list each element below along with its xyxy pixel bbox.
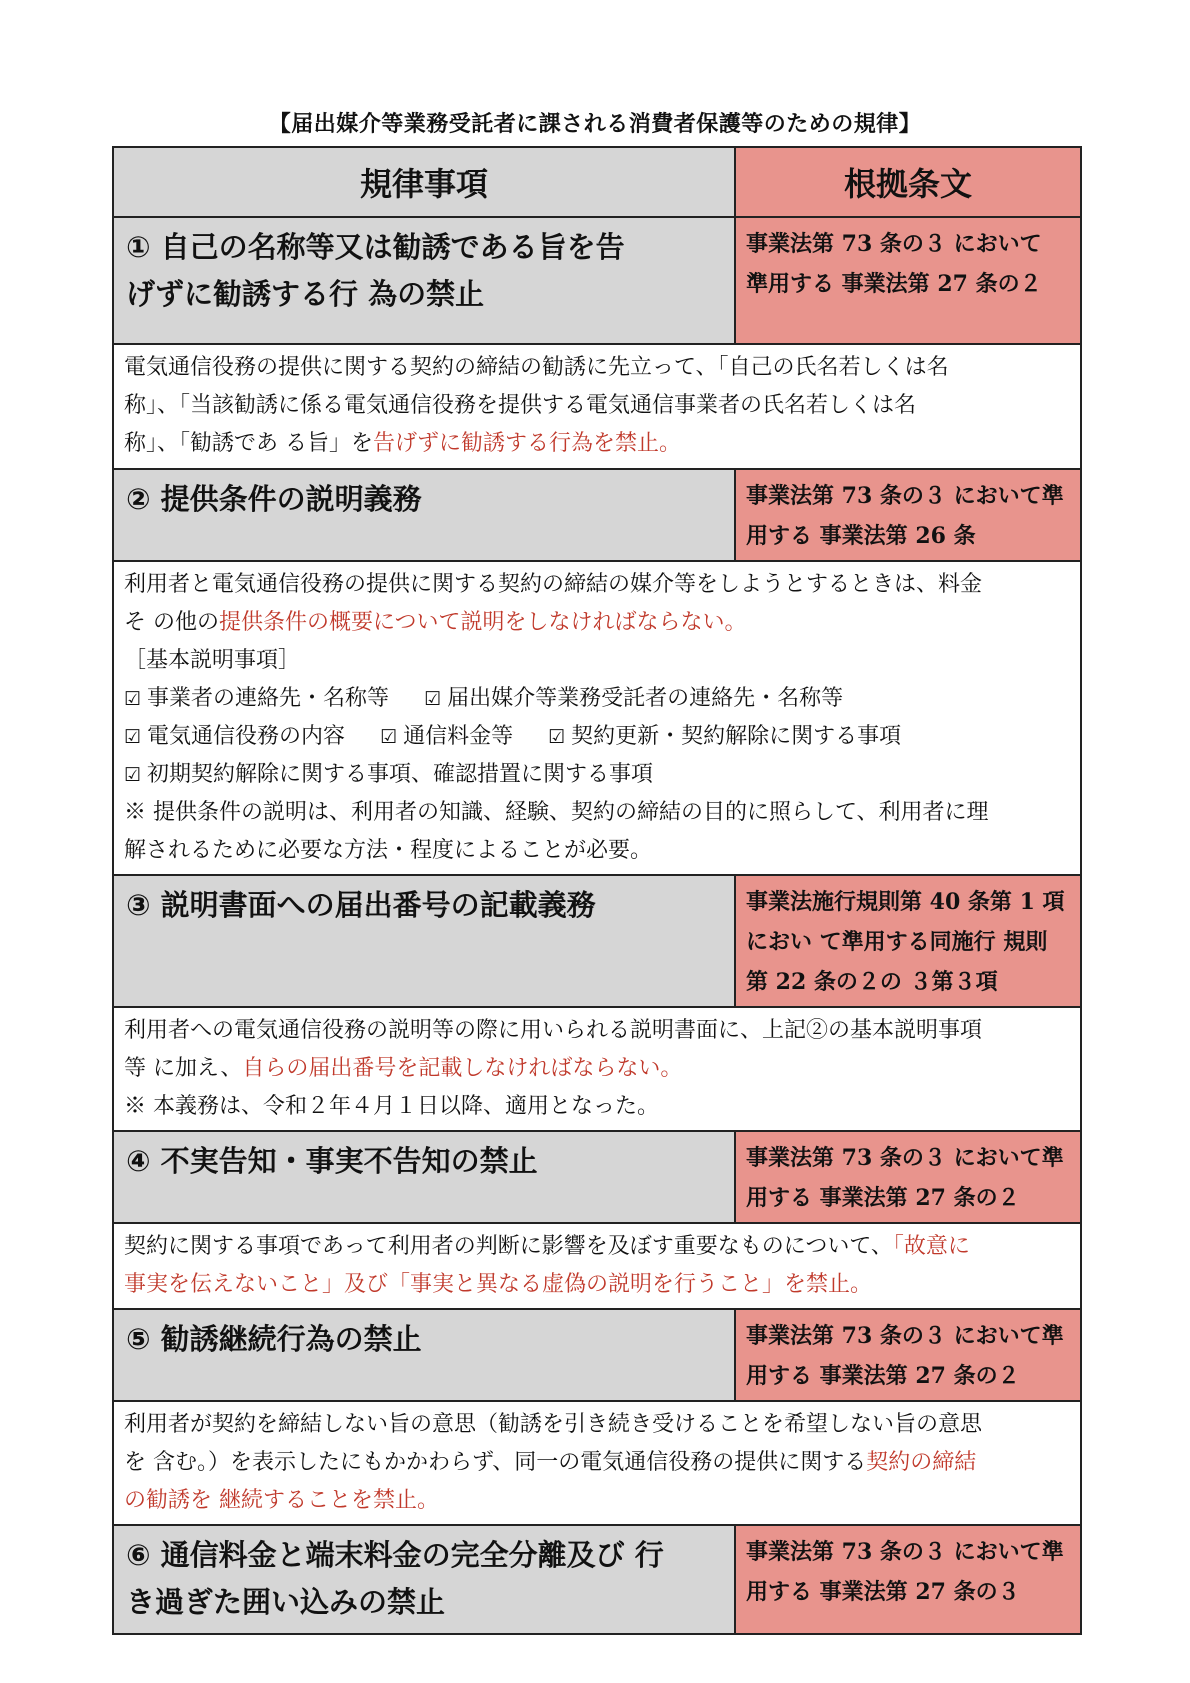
- desc-line: [124, 604, 1068, 642]
- desc-highlight: 事実を伝えないこと」及び「事実と異なる虚偽の説明を行うこと」を禁止。: [124, 1272, 873, 1297]
- rule-title-line: ② 提供条件の説明義務: [126, 482, 422, 516]
- desc-line: 称」、「当該勧誘に係る電気通信役務を提供する電気通信事業者の氏名若しくは名: [124, 393, 917, 418]
- rule-desc-row-5: [113, 1401, 1081, 1525]
- desc-line: 電気通信役務の提供に関する契約の締結の勧誘に先立って、「自己の氏名若しくは名: [124, 355, 949, 380]
- rule-row-4: [113, 1131, 1081, 1223]
- desc-line: [124, 1444, 1068, 1482]
- checkbox-icon: ☑: [548, 726, 566, 748]
- checklist-line: [124, 718, 1068, 756]
- rule-ref-3: [735, 875, 1081, 1007]
- checkbox-icon: ☑: [124, 726, 142, 748]
- rule-ref-5: [735, 1309, 1081, 1401]
- rule-row-2: [113, 469, 1081, 561]
- checkbox-icon: ☑: [424, 688, 442, 710]
- desc-highlight: 提供条件の概要について説明をしなければならない。: [219, 610, 747, 635]
- rule-ref-4: [735, 1131, 1081, 1223]
- desc-line: [124, 425, 1068, 463]
- rule-title-5: [113, 1309, 735, 1401]
- rule-desc-row-1: [113, 344, 1081, 469]
- desc-line: 利用者への電気通信役務の説明等の際に用いられる説明書面に、上記②の基本説明事項: [124, 1018, 983, 1043]
- desc-highlight: 告げずに勧誘する行為を禁止。: [373, 431, 682, 456]
- header-rule: 規律事項: [113, 147, 735, 217]
- rule-title-line: ⑤ 勧誘継続行為の禁止: [126, 1322, 422, 1356]
- rule-desc-row-4: [113, 1223, 1081, 1309]
- desc-line: 利用者が契約を締結しない旨の意思（勧誘を引き続き受けることを希望しない旨の意思: [124, 1412, 983, 1437]
- header-basis: 根拠条文: [735, 147, 1081, 217]
- ref-line: 事業法第 73 条の３ において準: [746, 1323, 1064, 1349]
- desc-text: を 含む。）を表示したにもかかわらず、同一の電気通信役務の提供に関する: [124, 1450, 867, 1475]
- ref-line: 用する 事業法第 27 条の２: [746, 1185, 1020, 1211]
- rule-title-line: き過ぎた囲い込みの禁止: [126, 1585, 446, 1619]
- desc-text: 契約に関する事項であって利用者の判断に影響を及ぼす重要なものについて、: [124, 1234, 893, 1259]
- desc-highlight: の勧誘を 継続することを禁止。: [124, 1488, 439, 1513]
- rule-title-line: げずに勧誘する行 為の禁止: [126, 277, 485, 311]
- ref-line: 事業法施行規則第 40 条第 1 項: [746, 889, 1065, 915]
- checklist-item: 届出媒介等業務受託者の連絡先・名称等: [447, 686, 844, 711]
- basic-items-heading: ［基本説明事項］: [124, 648, 301, 673]
- rule-title-1: [113, 217, 735, 344]
- ref-line: 事業法第 73 条の３ において準: [746, 1145, 1064, 1171]
- desc-text: 称」、「勧誘であ る旨」を: [124, 431, 373, 456]
- ref-line: 準用する 事業法第 27 条の２: [746, 271, 1042, 297]
- note-line: ※ 本義務は、令和２年４月１日以降、適用となった。: [124, 1094, 659, 1119]
- rule-row-5: [113, 1309, 1081, 1401]
- checklist-item: 通信料金等: [403, 724, 514, 749]
- note-line: 解されるために必要な方法・程度によることが必要。: [124, 838, 653, 863]
- rule-row-6: [113, 1525, 1081, 1634]
- desc-line: [124, 1228, 1068, 1266]
- rule-desc-row-2: [113, 561, 1081, 875]
- ref-line: 用する 事業法第 27 条の３: [746, 1579, 1020, 1605]
- rule-desc-3: [113, 1007, 1081, 1131]
- ref-line: におい て準用する同施行 規則: [746, 929, 1048, 955]
- desc-text: 等 に加え、: [124, 1056, 243, 1081]
- document-title: 【届出媒介等業務受託者に課される消費者保護等のための規律】: [268, 111, 922, 137]
- desc-line: 利用者と電気通信役務の提供に関する契約の締結の媒介等をしようとするときは、料金: [124, 572, 983, 597]
- rule-ref-1: [735, 217, 1081, 344]
- rule-row-3: [113, 875, 1081, 1007]
- checklist-line: [124, 680, 1068, 718]
- desc-line: [124, 1050, 1068, 1088]
- rule-title-line: ③ 説明書面への届出番号の記載義務: [126, 888, 596, 922]
- rule-desc-row-3: [113, 1007, 1081, 1131]
- rules-table: [112, 146, 1082, 1635]
- checklist-line: [124, 756, 1068, 794]
- ref-line: 事業法第 73 条の３ において準: [746, 1539, 1064, 1565]
- desc-highlight: 「故意に: [892, 1234, 970, 1259]
- desc-text: そ の他の: [124, 610, 219, 635]
- rule-title-line: ① 自己の名称等又は勧誘である旨を告: [126, 230, 625, 264]
- rule-row-1: [113, 217, 1081, 344]
- ref-line: 事業法第 73 条の３ において: [746, 231, 1042, 257]
- rule-desc-5: [113, 1401, 1081, 1525]
- checklist-item: 契約更新・契約解除に関する事項: [571, 724, 902, 749]
- checkbox-icon: ☑: [124, 764, 142, 786]
- note-line: ※ 提供条件の説明は、利用者の知識、経験、契約の締結の目的に照らして、利用者に理: [124, 800, 989, 825]
- rule-desc-1: [113, 344, 1081, 469]
- rule-title-3: [113, 875, 735, 1007]
- ref-line: 用する 事業法第 27 条の２: [746, 1363, 1020, 1389]
- rule-desc-4: [113, 1223, 1081, 1309]
- rule-ref-2: [735, 469, 1081, 561]
- table-header-row: [113, 147, 1081, 217]
- rule-ref-6: [735, 1525, 1081, 1634]
- rule-title-line: ⑥ 通信料金と端末料金の完全分離及び 行: [126, 1538, 664, 1572]
- ref-line: 用する 事業法第 26 条: [746, 523, 976, 549]
- rule-title-6: [113, 1525, 735, 1634]
- rule-title-line: ④ 不実告知・事実不告知の禁止: [126, 1144, 538, 1178]
- desc-highlight: 自らの届出番号を記載しなければならない。: [242, 1056, 683, 1081]
- ref-line: 第 22 条の２の ３第３項: [746, 969, 998, 995]
- checklist-item: 事業者の連絡先・名称等: [147, 686, 390, 711]
- rule-desc-2: [113, 561, 1081, 875]
- checklist-item: 初期契約解除に関する事項、確認措置に関する事項: [147, 762, 654, 787]
- rule-title-4: [113, 1131, 735, 1223]
- checkbox-icon: ☑: [380, 726, 398, 748]
- checkbox-icon: ☑: [124, 688, 142, 710]
- rule-title-2: [113, 469, 735, 561]
- ref-line: 事業法第 73 条の３ において準: [746, 483, 1064, 509]
- checklist-item: 電気通信役務の内容: [147, 724, 346, 749]
- desc-highlight: 契約の締結: [866, 1450, 977, 1475]
